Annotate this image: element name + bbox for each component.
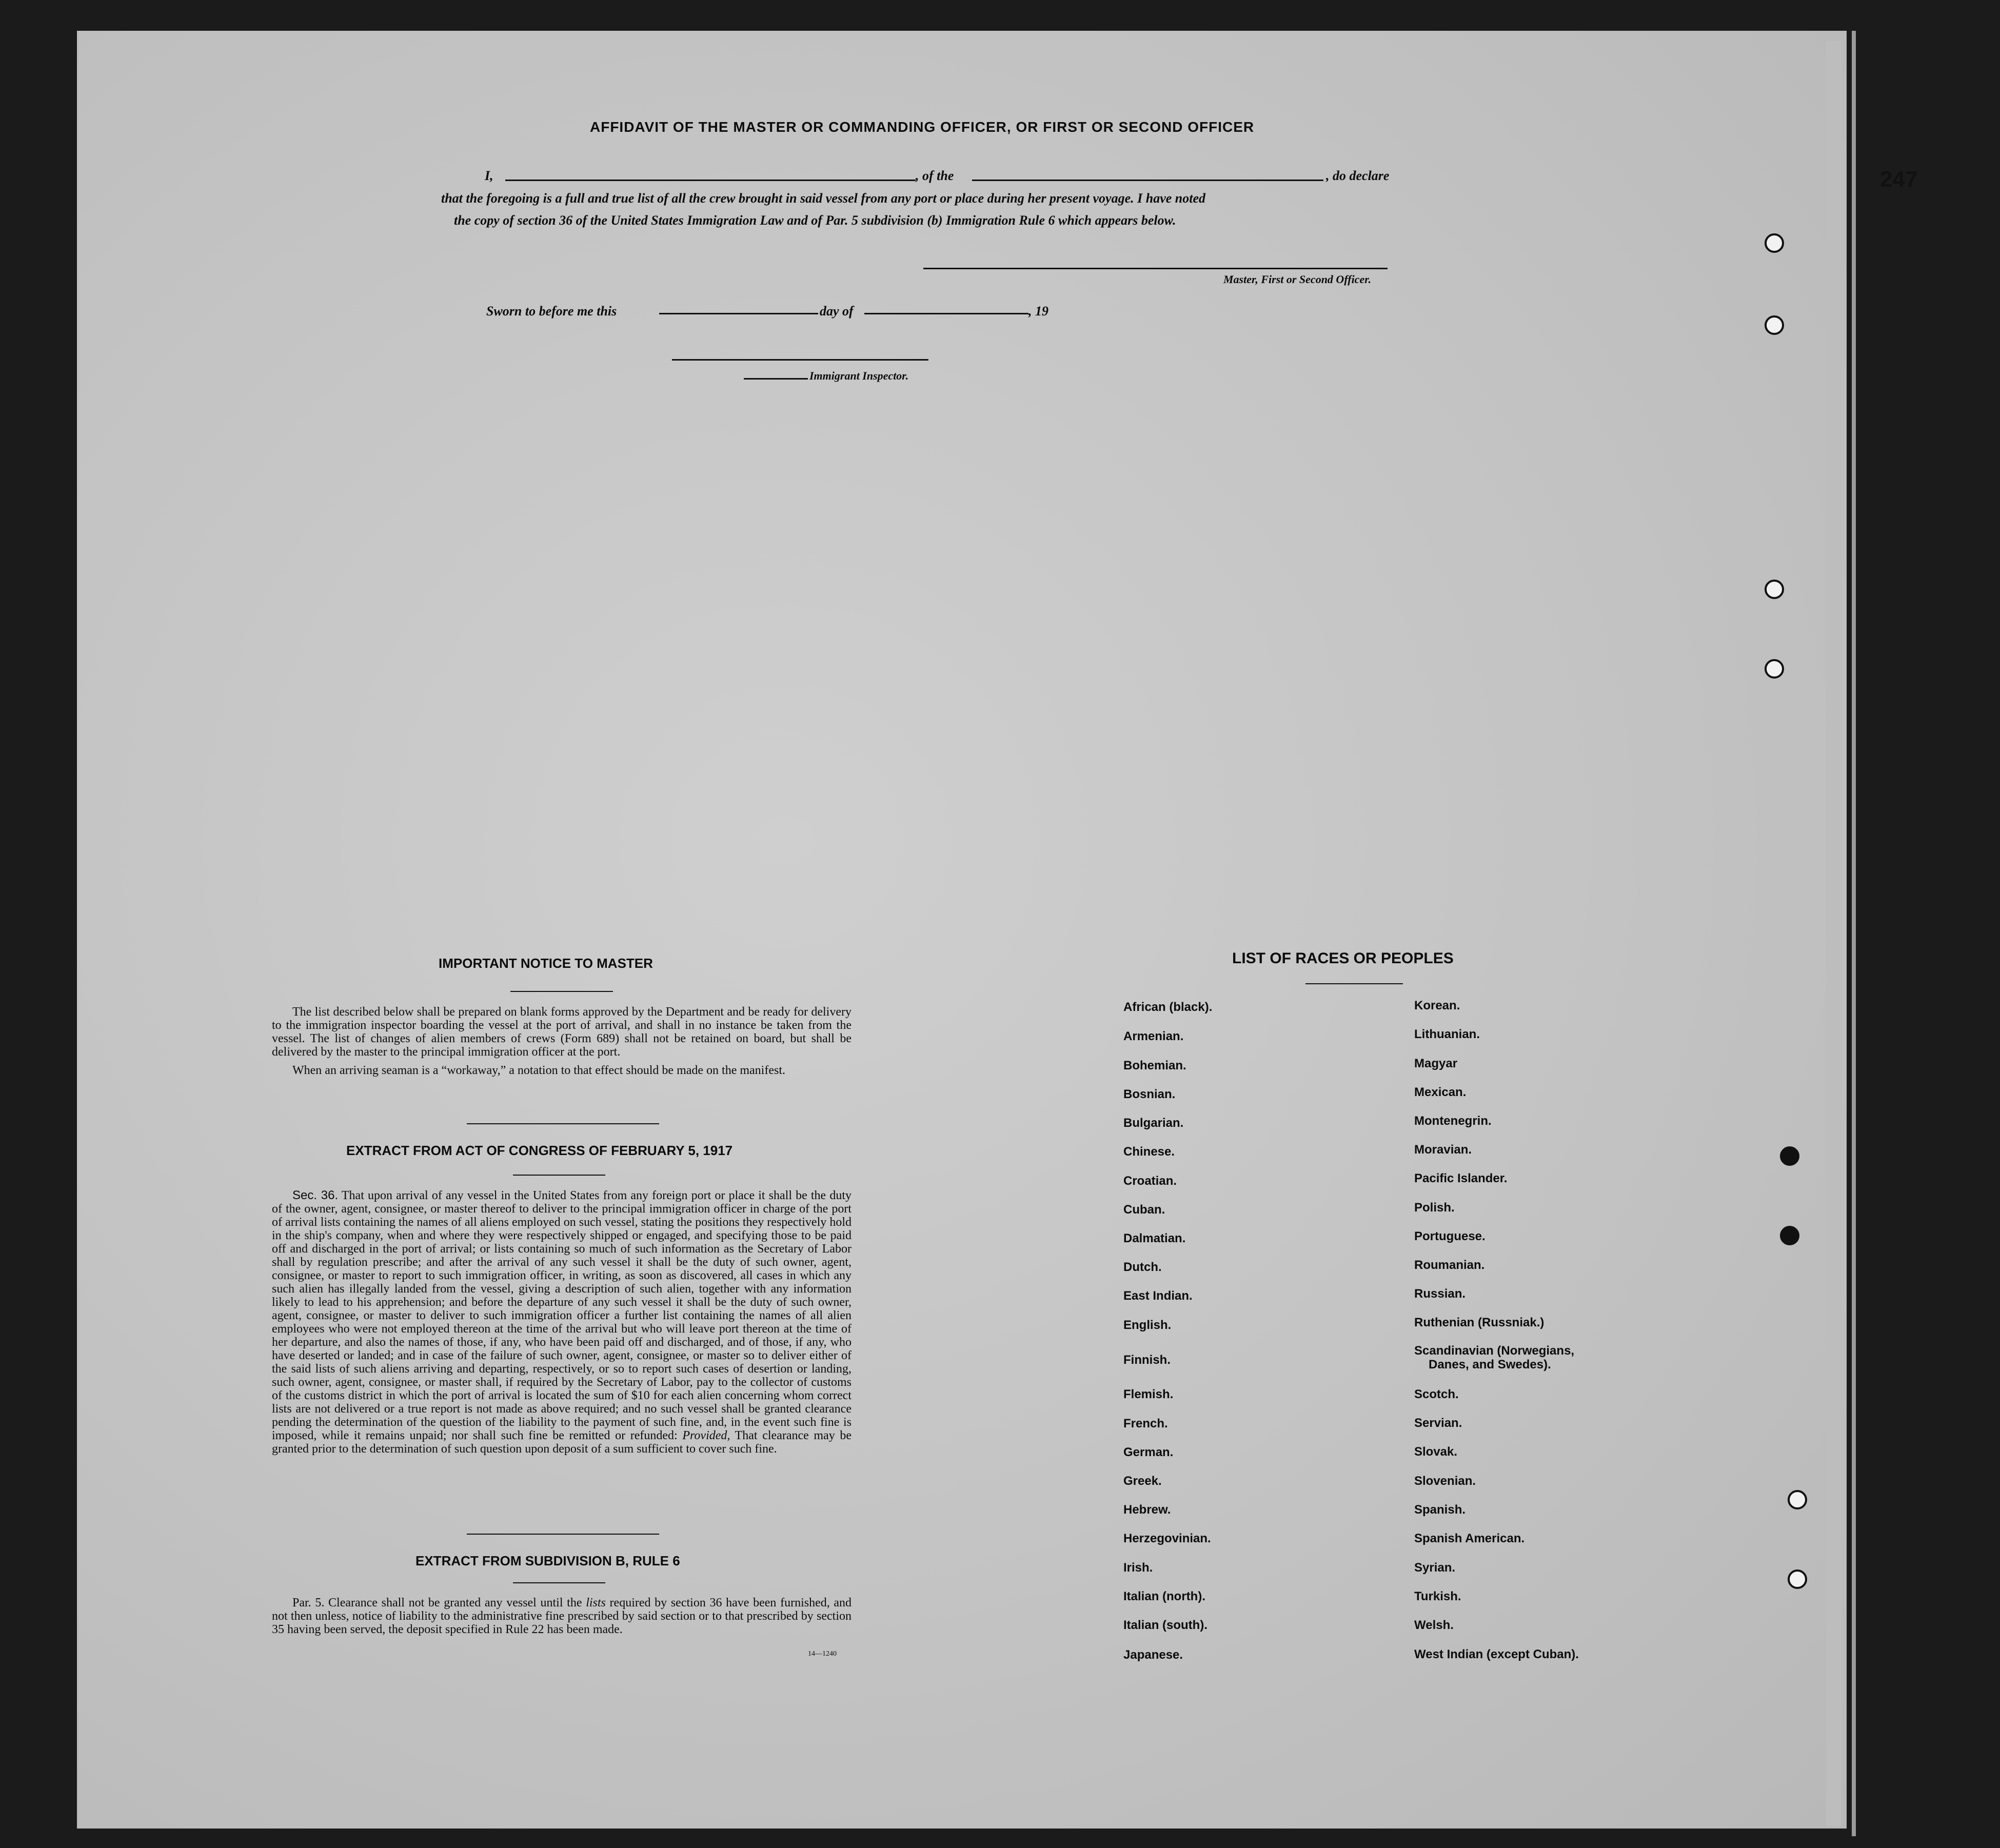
binder-hole bbox=[1765, 659, 1784, 679]
binder-hole bbox=[1765, 580, 1784, 599]
race-entry: Korean. bbox=[1414, 999, 1460, 1012]
section-label: Sec. 36. bbox=[292, 1188, 339, 1202]
divider bbox=[513, 1175, 605, 1176]
sworn-day-blank bbox=[659, 313, 818, 314]
race-entry: Dutch. bbox=[1123, 1260, 1162, 1274]
race-entry: West Indian (except Cuban). bbox=[1414, 1647, 1579, 1661]
race-entry: Roumanian. bbox=[1414, 1258, 1485, 1272]
race-entry: Magyar bbox=[1414, 1057, 1458, 1070]
race-entry: Mexican. bbox=[1414, 1085, 1467, 1099]
notice-para-2: When an arriving seaman is a “workaway,” a notation to that effect should be made on the manifest. bbox=[292, 1064, 785, 1077]
race-entry: Finnish. bbox=[1123, 1353, 1171, 1367]
race-entry: Bohemian. bbox=[1123, 1059, 1186, 1072]
affidavit-do-declare: , do declare bbox=[1326, 168, 1390, 183]
race-entry: Pacific Islander. bbox=[1414, 1171, 1508, 1185]
race-entry: Welsh. bbox=[1414, 1618, 1454, 1632]
affidavit-i: I, bbox=[485, 168, 493, 183]
race-entry: Spanish. bbox=[1414, 1503, 1466, 1517]
divider bbox=[1305, 983, 1403, 984]
race-entry: Scandinavian (Norwegians, bbox=[1414, 1344, 1575, 1358]
page-number: 247 bbox=[1880, 167, 1918, 192]
binder-hole bbox=[1765, 233, 1784, 253]
notice-heading: IMPORTANT NOTICE TO MASTER bbox=[439, 956, 653, 971]
divider bbox=[467, 1534, 659, 1535]
race-entry: Irish. bbox=[1123, 1561, 1153, 1575]
rule-extract-body bbox=[272, 1596, 852, 1641]
race-entry: Hebrew. bbox=[1123, 1503, 1171, 1517]
race-entry: Chinese. bbox=[1123, 1145, 1175, 1159]
notice-body bbox=[272, 1005, 852, 1082]
page-edge bbox=[1826, 41, 1841, 1826]
race-entry: Slovak. bbox=[1414, 1445, 1458, 1459]
race-entry: English. bbox=[1123, 1318, 1172, 1332]
race-entry: African (black). bbox=[1123, 1000, 1213, 1014]
binder-hole bbox=[1788, 1569, 1807, 1589]
binder-hole bbox=[1780, 1226, 1799, 1245]
race-entry: Lithuanian. bbox=[1414, 1027, 1480, 1041]
rule-text-before: Clearance shall not be granted any vessel until the bbox=[328, 1596, 582, 1609]
proviso-text: That clearance may be granted prior to the determination of such question upon deposit of a sum sufficient to cover such fine. bbox=[272, 1429, 852, 1456]
sworn-year: , 19 bbox=[1028, 304, 1048, 319]
race-entry: Armenian. bbox=[1123, 1029, 1184, 1043]
race-entry: Scotch. bbox=[1414, 1387, 1459, 1401]
race-entry: Herzegovinian. bbox=[1123, 1532, 1211, 1545]
notice-para-1: The list described below shall be prepared on blank forms approved by the Department and be ready for delivery to the immigration inspector boarding the vessel at the port of arrival, and shall in no instance be taken from the vessel. The list of changes of alien members of crews (Form 689) shall not be retained on board, but shall be delivered by the master to the principal immigration officer at the port. bbox=[272, 1005, 852, 1059]
name-blank bbox=[505, 180, 916, 181]
act-extract-body bbox=[272, 1189, 852, 1461]
divider bbox=[513, 1582, 605, 1583]
par-label: Par. 5. bbox=[292, 1596, 325, 1609]
race-entry: East Indian. bbox=[1123, 1289, 1193, 1303]
divider bbox=[510, 991, 613, 992]
race-entry: Cuban. bbox=[1123, 1203, 1165, 1217]
race-entry: Polish. bbox=[1414, 1201, 1455, 1215]
sworn-month-blank bbox=[864, 313, 1028, 314]
affidavit-line-3: the copy of section 36 of the United States Immigration Law and of Par. 5 subdivision (b) Immigration Rule 6 which appears below. bbox=[454, 213, 1176, 228]
document-page bbox=[77, 31, 1847, 1829]
master-signature-label: Master, First or Second Officer. bbox=[1223, 273, 1372, 286]
page-edge-2 bbox=[1852, 31, 1856, 1836]
master-signature-line bbox=[923, 268, 1388, 269]
races-heading: LIST OF RACES OR PEOPLES bbox=[1232, 950, 1454, 967]
race-entry: Danes, and Swedes). bbox=[1429, 1358, 1551, 1372]
race-entry: Greek. bbox=[1123, 1474, 1162, 1488]
race-entry: Italian (south). bbox=[1123, 1618, 1207, 1632]
race-entry: Portuguese. bbox=[1414, 1229, 1486, 1243]
divider bbox=[467, 1123, 659, 1124]
race-entry: Bulgarian. bbox=[1123, 1116, 1184, 1130]
race-entry: Italian (north). bbox=[1123, 1589, 1205, 1603]
race-entry: Russian. bbox=[1414, 1287, 1466, 1301]
inspector-short-line bbox=[744, 378, 808, 380]
binder-hole bbox=[1780, 1146, 1799, 1166]
inspector-label: Immigrant Inspector. bbox=[809, 369, 909, 382]
rule-extract-heading: EXTRACT FROM SUBDIVISION B, RULE 6 bbox=[415, 1553, 680, 1568]
binder-hole bbox=[1765, 315, 1784, 335]
form-code: 14—1240 bbox=[808, 1650, 837, 1658]
sworn-prefix: Sworn to before me this bbox=[486, 304, 617, 319]
race-entry: Japanese. bbox=[1123, 1648, 1183, 1662]
race-entry: Montenegrin. bbox=[1414, 1114, 1492, 1128]
race-entry: Croatian. bbox=[1123, 1174, 1177, 1188]
rule-text-after: required by section 36 have been furnished, and not then unless, notice of liability to the administrative fine prescribed by said section or to that prescribed by section 35 having been served, the deposit specified in Rule 22 has been made. bbox=[272, 1596, 852, 1636]
lists-word: lists bbox=[586, 1596, 606, 1609]
race-entry: Turkish. bbox=[1414, 1589, 1461, 1603]
sworn-day-of: day of bbox=[820, 304, 854, 319]
vessel-blank bbox=[972, 180, 1323, 181]
affidavit-of-the: , of the bbox=[916, 168, 954, 183]
act-extract-heading: EXTRACT FROM ACT OF CONGRESS OF FEBRUARY 5, 1917 bbox=[346, 1143, 733, 1158]
race-entry: Servian. bbox=[1414, 1416, 1462, 1430]
race-entry: Spanish American. bbox=[1414, 1532, 1525, 1545]
race-entry: Dalmatian. bbox=[1123, 1231, 1186, 1245]
affidavit-line-2: that the foregoing is a full and true list of all the crew brought in said vessel from any port or place during her present voyage. I have noted bbox=[441, 191, 1206, 206]
binder-hole bbox=[1788, 1490, 1807, 1509]
section-36-text: That upon arrival of any vessel in the United States from any foreign port or place it shall be the duty of the owner, agent, consignee, or master thereof to deliver to the principal immigration officer in charge of the port of arrival lists containing the names of all aliens employed on such vessel, stating the positions they respectively hold in the ship's company, when and where they were respectively shipped or engaged, and specifying those to be paid off and discharged in the port of arrival; or lists containing so much of such information as the Secretary of Labor shall by regulation prescribe; and after the arrival of any such vessel it shall be the duty of such owner, agent, consignee, or master to report to such immigration officer, in writing, as soon as discovered, all cases in which any such alien has illegally landed from the vessel, giving a description of such alien, together with any information likely to lead to his apprehension; and before the departure of any such vessel it shall be the duty of such owner, agent, consignee, or master to deliver to such immigration officer a further list containing the names of all alien employees who were not employed thereon at the time of the arrival but who will leave port thereon at the time of her departure, and also the names of those, if any, who have been paid off and discharged, and of those, if any, who have deserted or landed; and in case of the failure of such owner, agent, consignee, or master so to deliver either of the said lists of such aliens arriving and departing, respectively, or so to report such cases of desertion or landing, such owner, agent, consignee, or master shall, if required by the Secretary of Labor, pay to the collector of customs of the customs district in which the port of arrival is located the sum of $10 for each alien concerning whom correct lists are not delivered or a true report is not made as above required; and no such vessel shall be granted clearance pending the determination of the question of the liability to the payment of such fine, and, in the event such fine is imposed, while it remains unpaid; nor shall such fine be remitted or refunded: bbox=[272, 1189, 852, 1442]
race-entry: Moravian. bbox=[1414, 1143, 1472, 1157]
race-entry: French. bbox=[1123, 1417, 1168, 1430]
proviso-label: Provided, bbox=[682, 1429, 730, 1442]
race-entry: Slovenian. bbox=[1414, 1474, 1476, 1488]
affidavit-title: AFFIDAVIT OF THE MASTER OR COMMANDING OFFICER, OR FIRST OR SECOND OFFICER bbox=[590, 119, 1255, 135]
race-entry: Flemish. bbox=[1123, 1387, 1174, 1401]
race-entry: Syrian. bbox=[1414, 1561, 1456, 1575]
race-entry: German. bbox=[1123, 1445, 1174, 1459]
inspector-signature-line bbox=[672, 359, 928, 361]
race-entry: Bosnian. bbox=[1123, 1087, 1176, 1101]
race-entry: Ruthenian (Russniak.) bbox=[1414, 1316, 1544, 1329]
